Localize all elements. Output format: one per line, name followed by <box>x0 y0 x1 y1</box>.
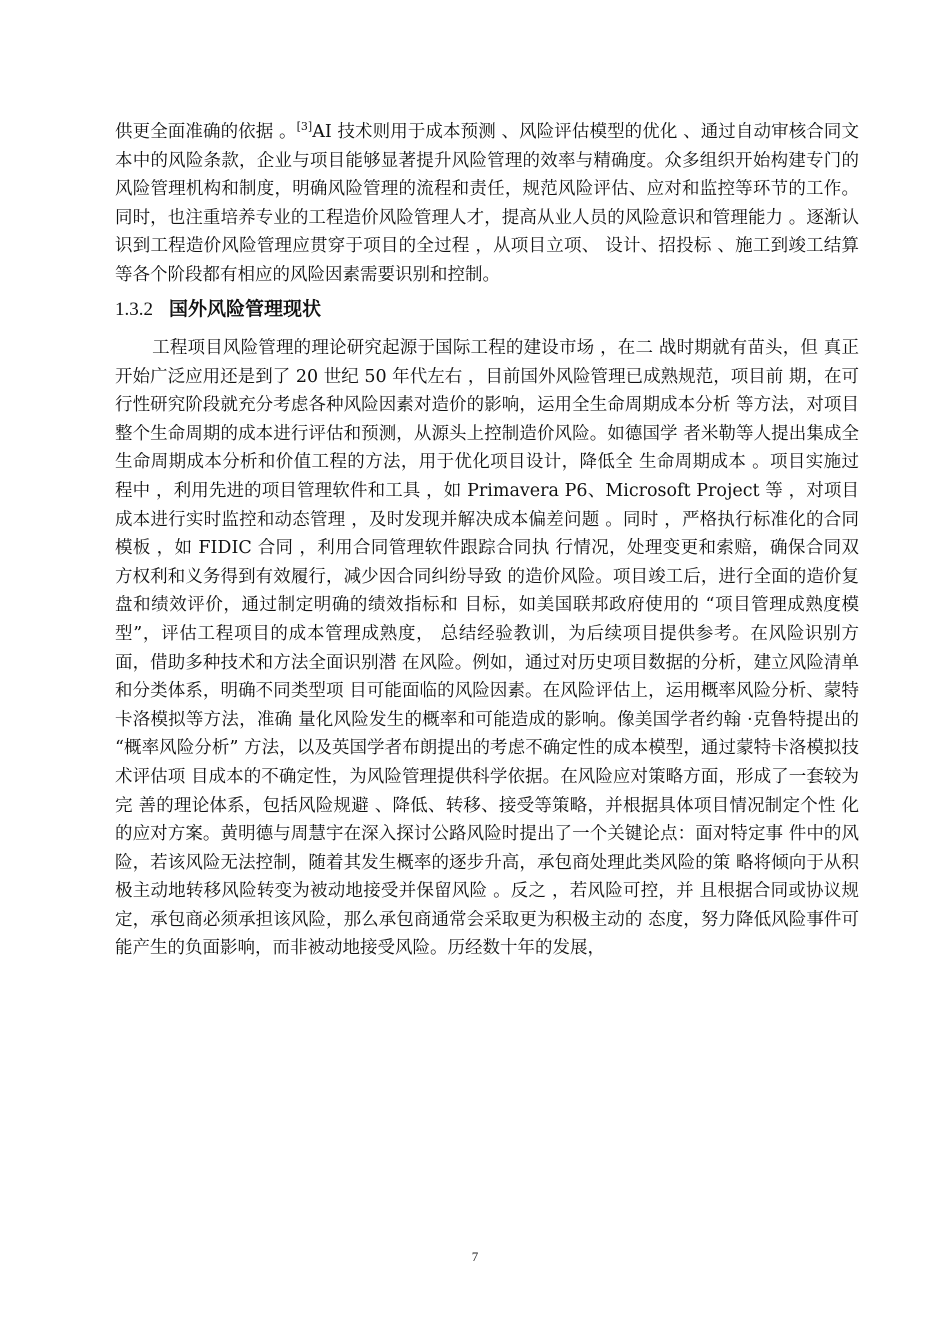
paragraph-text-after-citation: AI 技术则用于成本预测 、风险评估模型的优化 、通过自动审核合同文本中的风险条款，企业与项目能够显著提升风险管理的效率与精确度。众多组织开始构建专门的风险管理机构和制度，明确风险管理的流程和责任，规范风险评估、应对和监控等环节的工作。同时，也注重培养专业的工程造价风险管理人才，提高从业人员的风险意识和管理能力 。逐渐认识到工程造价风险管理应贯穿于项目的全过程 ，从项目立项、 设计、招投标 、施工到竣工结算等各个阶段都有相应的风险因素需要识别和控制。 <box>115 122 859 285</box>
section-title: 国外风险管理现状 <box>169 298 322 320</box>
paragraph-foreign-risk-management <box>115 334 859 963</box>
page-number: 7 <box>471 1249 479 1264</box>
paragraph-text-before-citation: 供更全面准确的依据 。 <box>115 122 297 142</box>
section-heading <box>115 294 321 325</box>
section-number: 1.3.2 <box>115 299 153 320</box>
citation-marker: [3] <box>296 120 313 134</box>
paragraph-continuation <box>115 118 859 290</box>
paragraph-main-text: 工程项目风险管理的理论研究起源于国际工程的建设市场 ，在二 战时期就有苗头，但 真正开始广泛应用还是到了 20 世纪 50 年代左右 ，目前国外风险管理已成熟规范，项目前 期，在可行性研究阶段就充分考虑各种风险因素对造价的影响，运用全生命周期成本分析 等方法，对项目整个生命周期的成本进行评估和预测，从源头上控制造价风险。如德国学 者米勒等人提出集成全生命周期成本分析和价值工程的方法，用于优化项目设计，降低全 生命周期成本 。项目实施过程中 ，利用先进的项目管理软件和工具 ，如 Primavera P6、Microsoft Project 等 ，对项目成本进行实时监控和动态管理 ，及时发现并解决成本偏差问题 。同时 ，严格执行标准化的合同模板 ，如 FIDIC 合同 ，利用合同管理软件跟踪合同执 行情况，处理变更和索赔，确保合同双方权利和义务得到有效履行，减少因合同纠纷导致 的造价风险。项目竣工后，进行全面的造价复盘和绩效评价，通过制定明确的绩效指标和 目标，如美国联邦政府使用的 “项目管理成熟度模型”，评估工程项目的成本管理成熟度， 总结经验教训，为后续项目提供参考。在风险识别方面，借助多种技术和方法全面识别潜 在风险。例如，通过对历史项目数据的分析，建立风险清单和分类体系，明确不同类型项 目可能面临的风险因素。在风险评估上，运用概率风险分析、蒙特卡洛模拟等方法，准确 量化风险发生的概率和可能造成的影响。像美国学者约翰 ·克鲁特提出的 “概率风险分析” 方法，以及英国学者布朗提出的考虑不确定性的成本模型，通过蒙特卡洛模拟技术评估项 目成本的不确定性，为风险管理提供科学依据。在风险应对策略方面，形成了一套较为完 善的理论体系，包括风险规避 、降低、转移、接受等策略，并根据具体项目情况制定个性 化的应对方案。黄明德与周慧宇在深入探讨公路风险时提出了一个关键论点：面对特定事 件中的风险，若该风险无法控制，随着其发生概率的逐步升高，承包商处理此类风险的策 略将倾向于从积极主动地转移风险转变为被动地接受并保留风险 。反之 ，若风险可控，并 且根据合同或协议规定，承包商必须承担该风险，那么承包商通常会采取更为积极主动的 态度，努力降低风险事件可能产生的负面影响，而非被动地接受风险。历经数十年的发展， <box>115 338 859 959</box>
